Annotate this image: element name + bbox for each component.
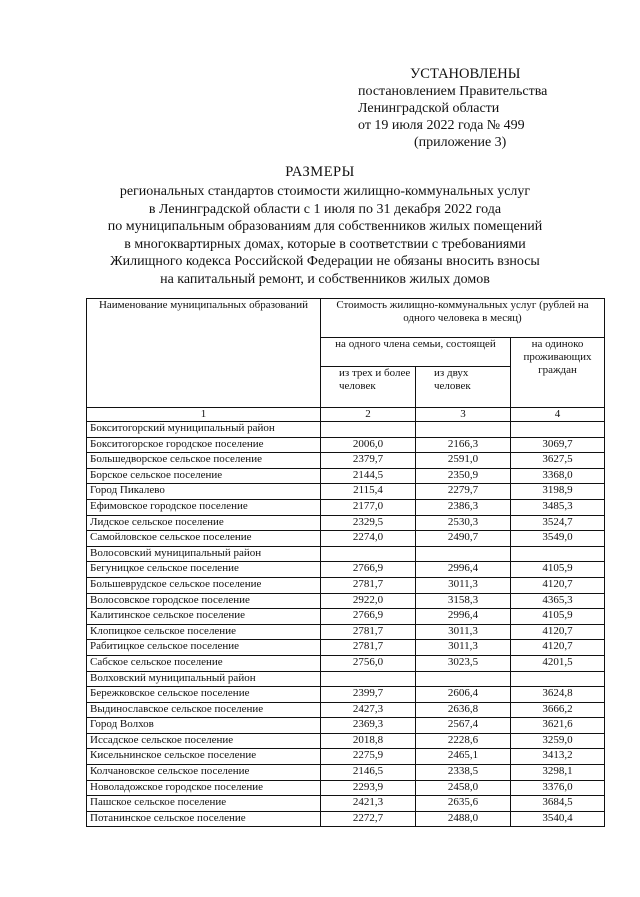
settlement-name: Самойловское сельское поселение <box>87 531 321 547</box>
header-cost-column: Стоимость жилищно-коммунальных услуг (рублей на одного человека в месяц) <box>321 299 605 338</box>
empty-cell <box>416 546 511 562</box>
table-row <box>87 765 605 781</box>
value-three-plus: 2756,0 <box>321 655 416 671</box>
settlement-name: Сабское сельское поселение <box>87 655 321 671</box>
value-two: 2591,0 <box>416 453 511 469</box>
subtitle-line: региональных стандартов стоимости жилищно-коммунальных услуг <box>119 184 531 199</box>
approval-line: постановлением Правительства <box>358 84 548 99</box>
empty-cell <box>511 671 605 687</box>
value-single: 4105,9 <box>511 609 605 625</box>
empty-cell <box>321 422 416 438</box>
settlement-name: Борское сельское поселение <box>87 468 321 484</box>
document-subtitle <box>70 183 580 289</box>
district-group-row <box>87 546 605 562</box>
header-name-column: Наименование муниципальных образований <box>87 299 321 408</box>
settlement-name: Потанинское сельское поселение <box>87 811 321 827</box>
value-single: 3069,7 <box>511 437 605 453</box>
value-three-plus: 2781,7 <box>321 640 416 656</box>
table-row <box>87 437 605 453</box>
value-single: 3259,0 <box>511 733 605 749</box>
settlement-name: Новоладожское городское поселение <box>87 780 321 796</box>
table-row <box>87 749 605 765</box>
subtitle-line: на капитальный ремонт, и собственников жилых домов <box>160 271 490 287</box>
approval-heading: УСТАНОВЛЕНЫ <box>410 66 521 82</box>
empty-cell <box>511 546 605 562</box>
settlement-name: Город Волхов <box>87 718 321 734</box>
table-row <box>87 655 605 671</box>
table-row <box>87 718 605 734</box>
value-single: 3627,5 <box>511 453 605 469</box>
value-three-plus: 2006,0 <box>321 437 416 453</box>
value-two: 2488,0 <box>416 811 511 827</box>
table-row <box>87 609 605 625</box>
value-single: 3413,2 <box>511 749 605 765</box>
table-body <box>87 422 605 827</box>
table-row <box>87 624 605 640</box>
settlement-name: Волосовское городское поселение <box>87 593 321 609</box>
empty-cell <box>511 422 605 438</box>
settlement-name: Бегуницкое сельское поселение <box>87 562 321 578</box>
value-two: 2279,7 <box>416 484 511 500</box>
standards-table <box>86 298 605 827</box>
empty-cell <box>321 546 416 562</box>
settlement-name: Бережковское сельское поселение <box>87 687 321 703</box>
district-group-row <box>87 422 605 438</box>
settlement-name: Выдинославское сельское поселение <box>87 702 321 718</box>
empty-cell <box>416 671 511 687</box>
approval-line: (приложение 3) <box>414 135 507 150</box>
value-single: 3485,3 <box>511 499 605 515</box>
value-two: 2228,6 <box>416 733 511 749</box>
value-two: 3011,3 <box>416 577 511 593</box>
value-three-plus: 2399,7 <box>321 687 416 703</box>
value-two: 2636,8 <box>416 702 511 718</box>
value-two: 2606,4 <box>416 687 511 703</box>
value-two: 2530,3 <box>416 515 511 531</box>
value-two: 2567,4 <box>416 718 511 734</box>
value-single: 4201,5 <box>511 655 605 671</box>
value-single: 3684,5 <box>511 796 605 812</box>
table-row <box>87 780 605 796</box>
value-three-plus: 2369,3 <box>321 718 416 734</box>
value-three-plus: 2922,0 <box>321 593 416 609</box>
value-two: 2996,4 <box>416 609 511 625</box>
value-three-plus: 2274,0 <box>321 531 416 547</box>
settlement-name: Калитинское сельское поселение <box>87 609 321 625</box>
district-group-row <box>87 671 605 687</box>
empty-cell <box>321 671 416 687</box>
table-row <box>87 453 605 469</box>
settlement-name: Большеврудское сельское поселение <box>87 577 321 593</box>
table-row <box>87 515 605 531</box>
settlement-name: Лидское сельское поселение <box>87 515 321 531</box>
column-number: 4 <box>511 408 605 422</box>
table-row <box>87 593 605 609</box>
value-single: 3540,4 <box>511 811 605 827</box>
value-single: 4120,7 <box>511 640 605 656</box>
header-single: на одиноко проживающих граждан <box>511 338 605 408</box>
value-two: 3023,5 <box>416 655 511 671</box>
value-three-plus: 2177,0 <box>321 499 416 515</box>
value-three-plus: 2272,7 <box>321 811 416 827</box>
value-three-plus: 2329,5 <box>321 515 416 531</box>
value-two: 3011,3 <box>416 624 511 640</box>
value-three-plus: 2115,4 <box>321 484 416 500</box>
settlement-name: Пашское сельское поселение <box>87 796 321 812</box>
value-three-plus: 2146,5 <box>321 765 416 781</box>
value-three-plus: 2293,9 <box>321 780 416 796</box>
settlement-name: Ефимовское городское поселение <box>87 499 321 515</box>
value-three-plus: 2144,5 <box>321 468 416 484</box>
approval-block <box>358 66 618 151</box>
value-three-plus: 2018,8 <box>321 733 416 749</box>
value-two: 2490,7 <box>416 531 511 547</box>
settlement-name: Клопицкое сельское поселение <box>87 624 321 640</box>
table-row <box>87 811 605 827</box>
approval-line: Ленинградской области <box>358 101 500 116</box>
subtitle-line: в Ленинградской области с 1 июля по 31 декабря 2022 года <box>148 201 502 217</box>
header-per-family-member: на одного члена семьи, состоящей <box>321 338 511 367</box>
value-three-plus: 2427,3 <box>321 702 416 718</box>
value-three-plus: 2766,9 <box>321 562 416 578</box>
subtitle-line: в многоквартирных домах, которые в соответствии с требованиями <box>124 236 526 252</box>
value-single: 3368,0 <box>511 468 605 484</box>
value-two: 2386,3 <box>416 499 511 515</box>
value-three-plus: 2275,9 <box>321 749 416 765</box>
header-two: из двух человек <box>416 367 511 408</box>
value-single: 3624,8 <box>511 687 605 703</box>
settlement-name: Большедворское сельское поселение <box>87 453 321 469</box>
value-single: 3298,1 <box>511 765 605 781</box>
header-three-plus: из трех и более человек <box>321 367 416 408</box>
table-row <box>87 577 605 593</box>
table-row <box>87 687 605 703</box>
table-row <box>87 562 605 578</box>
table-row <box>87 484 605 500</box>
column-number: 1 <box>87 408 321 422</box>
value-three-plus: 2781,7 <box>321 624 416 640</box>
value-single: 3621,6 <box>511 718 605 734</box>
district-name: Волховский муниципальный район <box>87 671 321 687</box>
district-name: Бокситогорский муниципальный район <box>87 422 321 438</box>
value-two: 2635,6 <box>416 796 511 812</box>
table-row <box>87 702 605 718</box>
value-single: 4120,7 <box>511 624 605 640</box>
value-single: 3524,7 <box>511 515 605 531</box>
settlement-name: Рабитицкое сельское поселение <box>87 640 321 656</box>
settlement-name: Колчановское сельское поселение <box>87 765 321 781</box>
settlement-name: Иссадское сельское поселение <box>87 733 321 749</box>
district-name: Волосовский муниципальный район <box>87 546 321 562</box>
document-title: РАЗМЕРЫ <box>285 164 355 180</box>
value-two: 2465,1 <box>416 749 511 765</box>
subtitle-line: по муниципальным образованиям для собственников жилых помещений <box>107 219 543 235</box>
settlement-name: Бокситогорское городское поселение <box>87 437 321 453</box>
value-two: 3158,3 <box>416 593 511 609</box>
value-single: 3549,0 <box>511 531 605 547</box>
value-two: 2996,4 <box>416 562 511 578</box>
settlement-name: Кисельнинское сельское поселение <box>87 749 321 765</box>
value-two: 3011,3 <box>416 640 511 656</box>
table-row <box>87 640 605 656</box>
value-three-plus: 2781,7 <box>321 577 416 593</box>
table-row <box>87 468 605 484</box>
column-number: 3 <box>416 408 511 422</box>
value-two: 2166,3 <box>416 437 511 453</box>
subtitle-line: Жилищного кодекса Российской Федерации не обязаны вносить взносы <box>110 254 540 270</box>
value-single: 4120,7 <box>511 577 605 593</box>
empty-cell <box>416 422 511 438</box>
value-single: 3666,2 <box>511 702 605 718</box>
table-row <box>87 796 605 812</box>
settlement-name: Город Пикалево <box>87 484 321 500</box>
column-number: 2 <box>321 408 416 422</box>
table-row <box>87 733 605 749</box>
value-three-plus: 2421,3 <box>321 796 416 812</box>
value-two: 2338,5 <box>416 765 511 781</box>
value-single: 4105,9 <box>511 562 605 578</box>
approval-line: от 19 июля 2022 года № 499 <box>358 118 525 133</box>
value-three-plus: 2379,7 <box>321 453 416 469</box>
value-single: 3198,9 <box>511 484 605 500</box>
table-row <box>87 499 605 515</box>
value-three-plus: 2766,9 <box>321 609 416 625</box>
table-row <box>87 531 605 547</box>
value-two: 2458,0 <box>416 780 511 796</box>
value-two: 2350,9 <box>416 468 511 484</box>
value-single: 3376,0 <box>511 780 605 796</box>
value-single: 4365,3 <box>511 593 605 609</box>
